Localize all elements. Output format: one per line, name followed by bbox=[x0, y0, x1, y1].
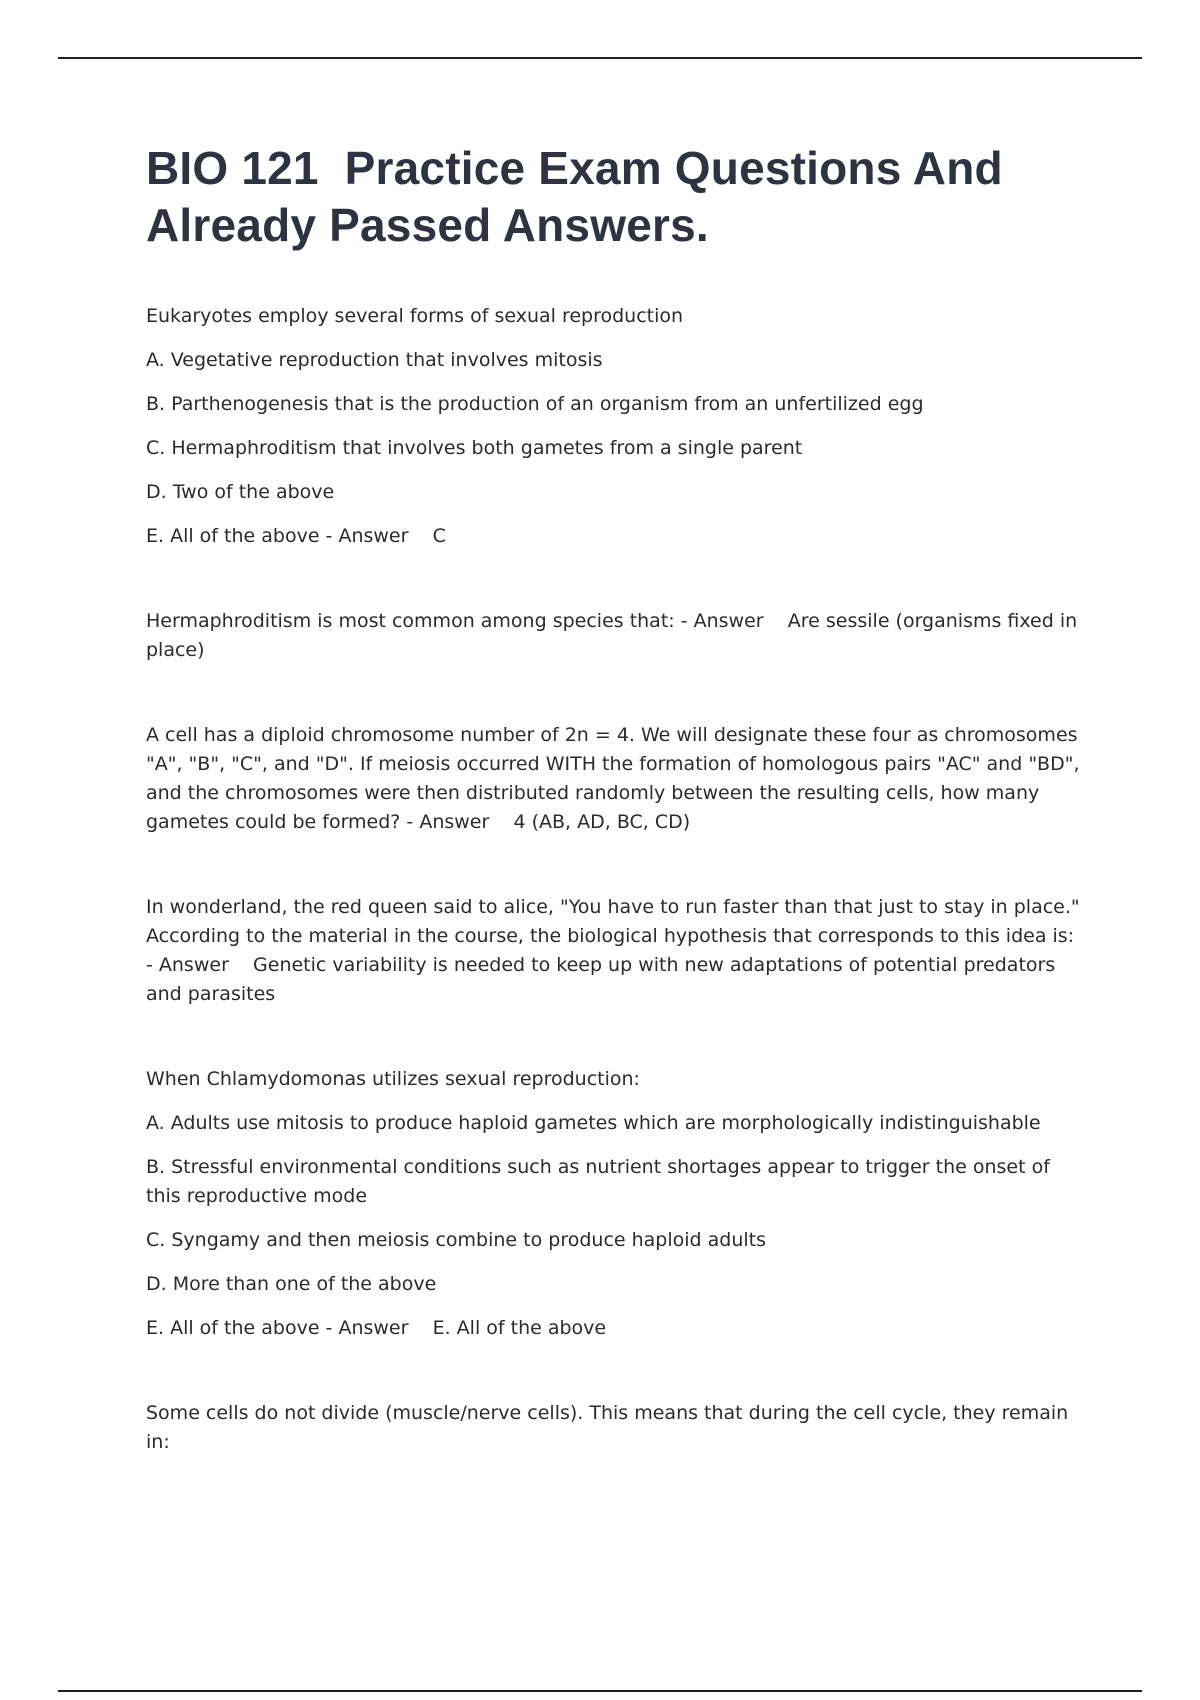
answer-option: B. Parthenogenesis that is the production of an organism from an unfertilized egg bbox=[146, 393, 924, 415]
bottom-rule bbox=[58, 1690, 1142, 1692]
question-stem: Some cells do not divide (muscle/nerve cells). This means that during the cell cycle, they remain in: bbox=[146, 1402, 1075, 1453]
answer-option: D. Two of the above bbox=[146, 481, 335, 503]
question-5 bbox=[146, 1065, 1086, 1343]
question-3 bbox=[146, 721, 1086, 837]
question-stem: When Chlamydomonas utilizes sexual reproduction: bbox=[146, 1068, 640, 1090]
answer-option: C. Syngamy and then meiosis combine to produce haploid adults bbox=[146, 1229, 767, 1251]
question-6 bbox=[146, 1399, 1086, 1457]
question-2 bbox=[146, 607, 1086, 665]
question-4 bbox=[146, 893, 1086, 1009]
answer-option: B. Stressful environmental conditions such as nutrient shortages appear to trigger the onset of this reproductive mode bbox=[146, 1156, 1056, 1207]
question-stem: Hermaphroditism is most common among species that: - Answer Are sessile (organisms fixed in place) bbox=[146, 610, 1084, 661]
document-title: BIO 121 Practice Exam Questions And Already Passed Answers. bbox=[146, 142, 1015, 251]
document-body bbox=[146, 140, 1086, 1457]
answer-option: C. Hermaphroditism that involves both gametes from a single parent bbox=[146, 437, 803, 459]
question-1 bbox=[146, 302, 1086, 551]
question-stem: In wonderland, the red queen said to alice, "You have to run faster than that just to stay in place." According to the material in the course, the biological hypothesis that corresponds to this idea is: - Answer Genetic variability is needed to keep up with new adaptations of potential predators and parasites bbox=[146, 896, 1086, 1005]
answer-option: A. Adults use mitosis to produce haploid gametes which are morphologically indistinguishable bbox=[146, 1112, 1041, 1134]
top-rule bbox=[58, 57, 1142, 59]
answer-option: E. All of the above - Answer C bbox=[146, 525, 446, 547]
answer-option: E. All of the above - Answer E. All of the above bbox=[146, 1317, 607, 1339]
answer-option: A. Vegetative reproduction that involves mitosis bbox=[146, 349, 603, 371]
question-stem: Eukaryotes employ several forms of sexual reproduction bbox=[146, 305, 684, 327]
question-stem: A cell has a diploid chromosome number of 2n = 4. We will designate these four as chromosomes "A", "B", "C", and "D". If meiosis occurred WITH the formation of homologous pairs "AC" and "BD", and the chromosomes were then distributed randomly between the resulting cells, how many gametes could be formed? - Answer 4 (AB, AD, BC, CD) bbox=[146, 724, 1086, 833]
answer-option: D. More than one of the above bbox=[146, 1273, 437, 1295]
